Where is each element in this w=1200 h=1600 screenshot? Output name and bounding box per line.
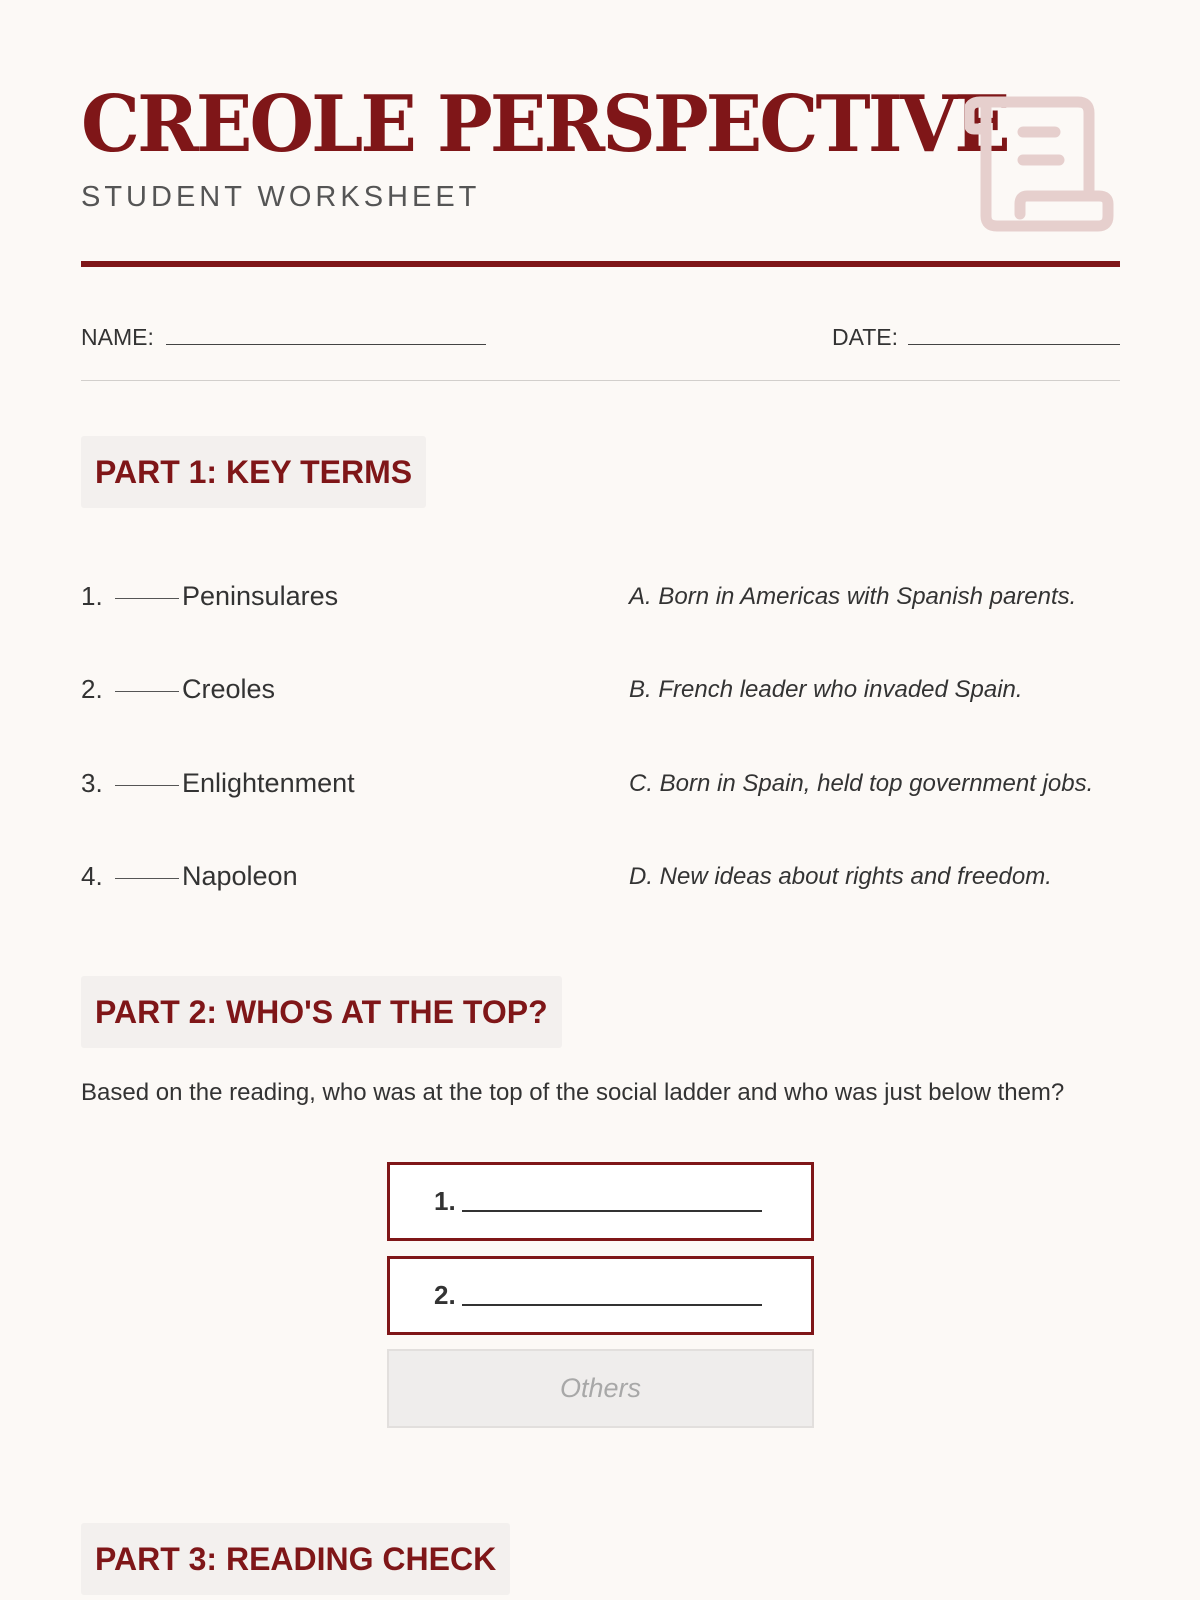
term-word: Peninsulares — [182, 581, 339, 611]
term-definition: D. New ideas about rights and freedom. — [629, 863, 1052, 890]
term-number: 1. — [81, 581, 103, 611]
term-number: 3. — [81, 768, 103, 798]
date-field[interactable] — [908, 344, 1120, 345]
part2-heading: PART 2: WHO'S AT THE TOP? — [81, 976, 562, 1048]
answer-blank[interactable] — [462, 1284, 762, 1306]
term-definition: C. Born in Spain, held top government jobs. — [629, 770, 1094, 797]
part3-heading: PART 3: READING CHECK — [81, 1523, 510, 1595]
ladder-number: 2. — [434, 1280, 456, 1310]
term-number: 4. — [81, 861, 103, 891]
worksheet-page — [81, 0, 1120, 1600]
term-row-1 — [81, 576, 1120, 616]
term-definition: B. French leader who invaded Spain. — [629, 676, 1023, 703]
answer-blank[interactable] — [115, 785, 179, 786]
answer-blank[interactable] — [115, 878, 179, 879]
ladder-others: Others — [387, 1349, 814, 1428]
term-word: Creoles — [182, 674, 276, 704]
page-subtitle: STUDENT WORKSHEET — [81, 181, 481, 213]
page-title: CREOLE PERSPECTIVE — [81, 79, 1008, 170]
ladder-number: 1. — [434, 1186, 456, 1216]
part2-prompt: Based on the reading, who was at the top of the social ladder and who was just below them? — [81, 1079, 1065, 1106]
part1-heading: PART 1: KEY TERMS — [81, 436, 426, 508]
term-row-3 — [81, 763, 1120, 803]
answer-blank[interactable] — [115, 691, 179, 692]
divider — [81, 380, 1120, 381]
answer-blank[interactable] — [115, 598, 179, 599]
ladder-answer-2[interactable] — [387, 1256, 814, 1335]
header-divider — [81, 261, 1120, 267]
term-number: 2. — [81, 674, 103, 704]
scroll-icon — [965, 90, 1115, 232]
term-row-4 — [81, 856, 1120, 896]
term-word: Enlightenment — [182, 768, 355, 798]
term-definition: A. Born in Americas with Spanish parents. — [629, 583, 1077, 610]
date-label: DATE: — [832, 324, 899, 350]
name-field[interactable] — [166, 344, 486, 345]
term-word: Napoleon — [182, 861, 298, 891]
answer-blank[interactable] — [462, 1190, 762, 1212]
term-row-2 — [81, 669, 1120, 709]
name-label: NAME: — [81, 324, 154, 350]
ladder-answer-1[interactable] — [387, 1162, 814, 1241]
